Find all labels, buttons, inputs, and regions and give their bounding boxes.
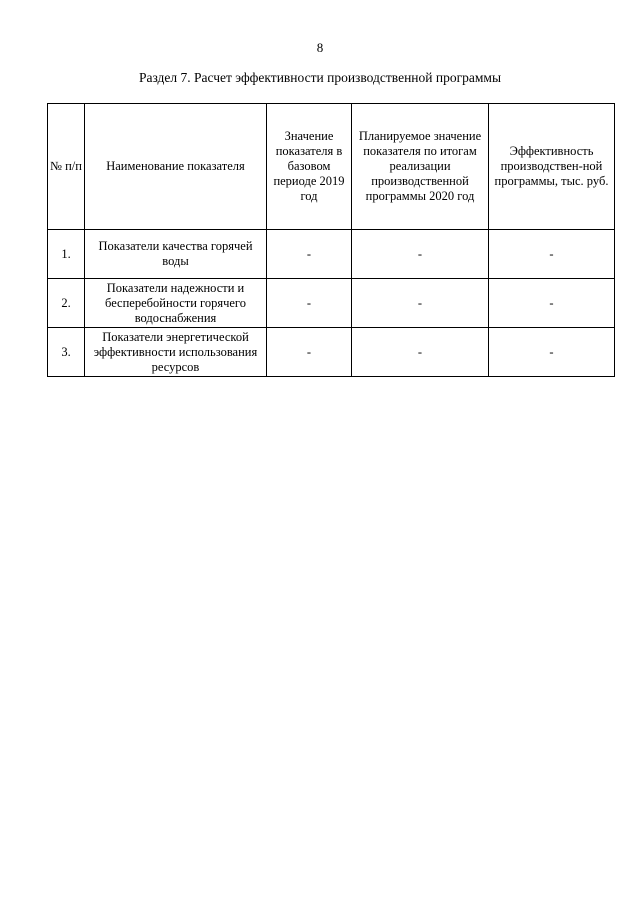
row-plan-value: - [352, 279, 489, 328]
row-eff-value: - [489, 279, 615, 328]
row-base-value: - [267, 328, 352, 377]
page-number: 8 [316, 40, 324, 55]
row-num: 2. [48, 279, 85, 328]
section-title: Раздел 7. Расчет эффективности производственной программы [138, 70, 502, 85]
row-name: Показатели надежности и бесперебойности горячего водоснабжения [85, 279, 267, 328]
table-row [48, 230, 615, 279]
row-base-value: - [267, 279, 352, 328]
header-base: Значение показателя в базовом периоде 2019 год [267, 104, 352, 230]
row-num: 3. [48, 328, 85, 377]
row-base-value: - [267, 230, 352, 279]
row-name: Показатели энергетической эффективности использования ресурсов [85, 328, 267, 377]
efficiency-table [47, 103, 615, 377]
table-row [48, 279, 615, 328]
row-num: 1. [48, 230, 85, 279]
row-name: Показатели качества горячей воды [85, 230, 267, 279]
header-eff: Эффективность производствен-ной программы, тыс. руб. [489, 104, 615, 230]
row-eff-value: - [489, 328, 615, 377]
row-plan-value: - [352, 328, 489, 377]
header-name: Наименование показателя [85, 104, 267, 230]
table-row [48, 328, 615, 377]
table-header-row [48, 104, 615, 230]
row-eff-value: - [489, 230, 615, 279]
header-num: № п/п [48, 104, 85, 230]
row-plan-value: - [352, 230, 489, 279]
header-plan: Планируемое значение показателя по итогам реализации производственной программы 2020 год [352, 104, 489, 230]
